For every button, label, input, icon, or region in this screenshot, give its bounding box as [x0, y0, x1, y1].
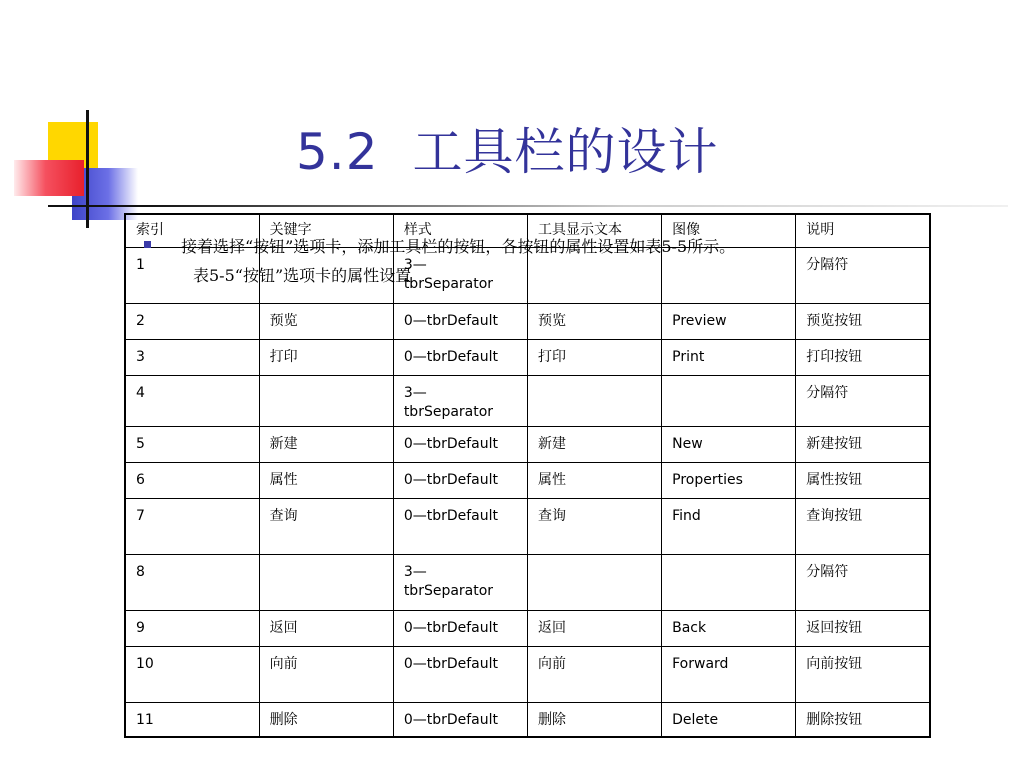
table-cell: 6 [125, 463, 259, 499]
table-header-cell: 关键字 [259, 214, 393, 248]
table-cell [527, 555, 661, 611]
table-header-cell: 工具显示文本 [527, 214, 661, 248]
table-cell: 新建按钮 [796, 427, 930, 463]
table-cell: Find [662, 499, 796, 555]
table-cell: 查询 [527, 499, 661, 555]
table-cell: 删除按钮 [796, 703, 930, 737]
bullet-item [140, 234, 1000, 257]
decorative-red-square [14, 160, 84, 196]
title-text: 工具栏的设计 [412, 123, 719, 181]
table-cell: 属性按钮 [796, 463, 930, 499]
table-cell [393, 376, 527, 427]
table-cell: 属性 [259, 463, 393, 499]
table-cell: 向前 [259, 647, 393, 703]
table-cell: 0—tbrDefault [393, 304, 527, 340]
table-row [125, 304, 930, 340]
table-cell: 9 [125, 611, 259, 647]
table-row [125, 427, 930, 463]
table-cell: 返回按钮 [796, 611, 930, 647]
table-cell: New [662, 427, 796, 463]
slide-title [296, 112, 719, 184]
table-row [125, 463, 930, 499]
table-cell: 查询 [259, 499, 393, 555]
table-cell: 分隔符 [796, 376, 930, 427]
table-cell: 向前按钮 [796, 647, 930, 703]
table-cell [662, 555, 796, 611]
table-cell: 8 [125, 555, 259, 611]
table-cell: 7 [125, 499, 259, 555]
table-row [125, 647, 930, 703]
table-cell: 新建 [259, 427, 393, 463]
table-cell: 0—tbrDefault [393, 647, 527, 703]
table-cell: 打印按钮 [796, 340, 930, 376]
decorative-vertical-line [86, 110, 89, 228]
table-cell [662, 376, 796, 427]
table-cell: 查询按钮 [796, 499, 930, 555]
table-caption: 表5-5“按钮”选项卡的属性设置 [193, 266, 412, 285]
table-cell: Properties [662, 463, 796, 499]
bullet-square-icon [144, 241, 151, 248]
table-body [125, 248, 930, 737]
table-row [125, 376, 930, 427]
table-cell: 11 [125, 703, 259, 737]
table-cell: 打印 [527, 340, 661, 376]
table-cell: 0—tbrDefault [393, 427, 527, 463]
decorative-horizontal-line [48, 205, 1008, 207]
table-cell: 预览按钮 [796, 304, 930, 340]
table-cell [259, 555, 393, 611]
style-name: tbrSeparator [403, 583, 494, 599]
table-cell: 预览 [259, 304, 393, 340]
table-cell: 0—tbrDefault [393, 611, 527, 647]
table-cell: Back [662, 611, 796, 647]
button-properties-table [124, 213, 931, 738]
bullet-block [140, 234, 1000, 286]
table-cell: 删除 [527, 703, 661, 737]
table-header-cell: 图像 [662, 214, 796, 248]
table-header-cell: 索引 [125, 214, 259, 248]
table-cell: 新建 [527, 427, 661, 463]
table-cell: Delete [662, 703, 796, 737]
bullet-text: 接着选择“按钮”选项卡，添加工具栏的按钮，各按钮的属性设置如表5-5所示。 [181, 237, 736, 256]
table-cell: 打印 [259, 340, 393, 376]
table-cell: 删除 [259, 703, 393, 737]
table-cell: Preview [662, 304, 796, 340]
table-cell: Print [662, 340, 796, 376]
table-cell: 向前 [527, 647, 661, 703]
table-cell [527, 376, 661, 427]
table-cell: 5 [125, 427, 259, 463]
table-cell: 分隔符 [796, 248, 930, 304]
table-cell: 返回 [259, 611, 393, 647]
table-row [125, 499, 930, 555]
table-cell: 属性 [527, 463, 661, 499]
style-name: tbrSeparator [403, 276, 494, 292]
table-cell [259, 376, 393, 427]
table-cell: 返回 [527, 611, 661, 647]
table-cell: 0—tbrDefault [393, 463, 527, 499]
table-cell [393, 555, 527, 611]
table-cell: 1 [125, 248, 259, 304]
table-cell: 0—tbrDefault [393, 499, 527, 555]
table-cell: 3 [125, 340, 259, 376]
table-cell: 4 [125, 376, 259, 427]
title-number: 5.2 [296, 123, 379, 181]
table-cell: 0—tbrDefault [393, 340, 527, 376]
style-code: 3— [403, 257, 427, 273]
table-row [125, 703, 930, 737]
table-row [125, 555, 930, 611]
table-row [125, 340, 930, 376]
table-cell: 2 [125, 304, 259, 340]
table-cell: 分隔符 [796, 555, 930, 611]
table-row [125, 611, 930, 647]
table-header-cell: 说明 [796, 214, 930, 248]
table-cell: 预览 [527, 304, 661, 340]
table-cell: 10 [125, 647, 259, 703]
table-cell: 0—tbrDefault [393, 703, 527, 737]
table-cell: Forward [662, 647, 796, 703]
table-header-cell: 样式 [393, 214, 527, 248]
style-name: tbrSeparator [403, 404, 494, 420]
style-code: 3— [403, 564, 427, 580]
style-code: 3— [403, 385, 427, 401]
